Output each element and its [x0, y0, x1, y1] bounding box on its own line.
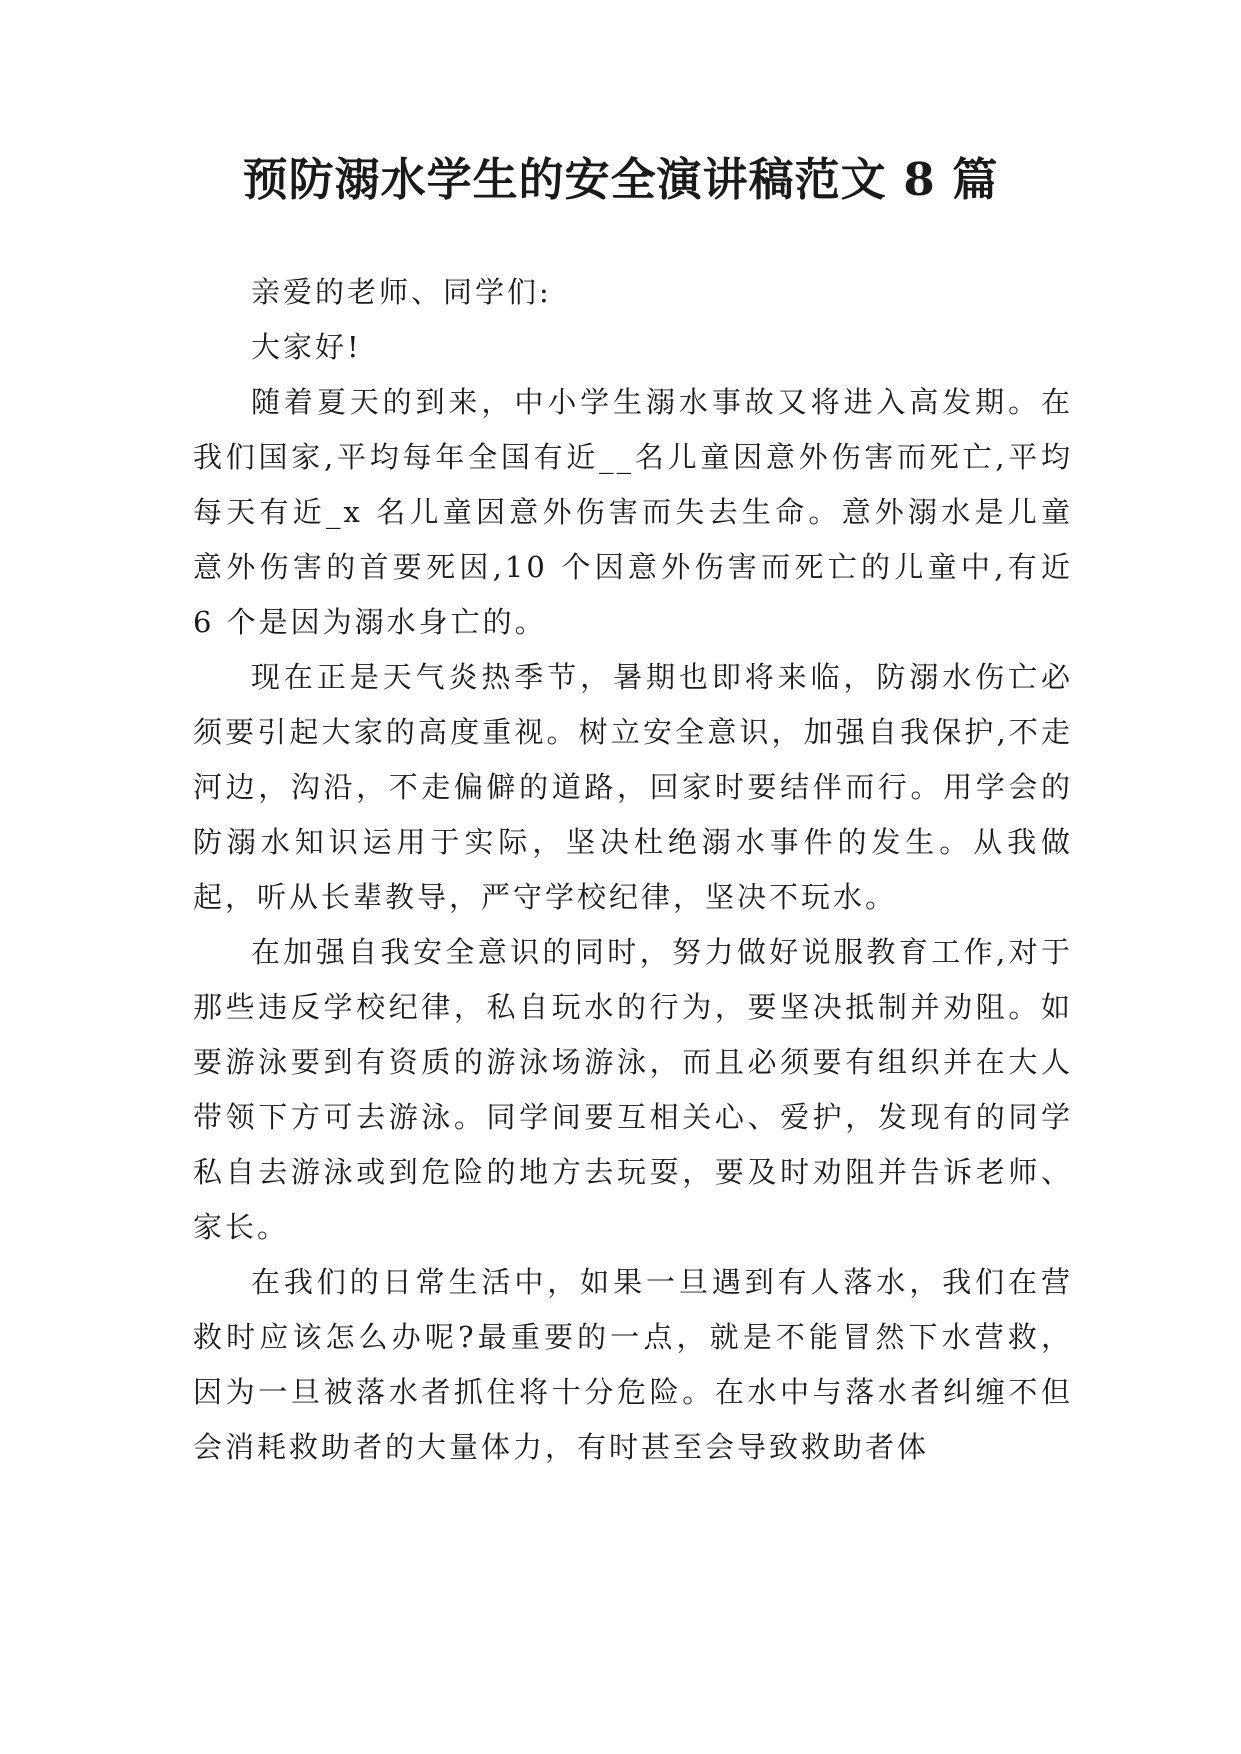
paragraph: 在加强自我安全意识的同时，努力做好说服教育工作,对于那些违反学校纪律，私自玩水的行为，要坚决抵制并劝阻。如要游泳要到有资质的游泳场游泳，而且必须要有组织并在大人带领下方可去游泳。同学间要互相关心、爱护，发现有的同学私自去游泳或到危险的地方去玩耍，要及时劝阻并告诉老师、家长。 [193, 935, 1073, 1244]
paragraph: 现在正是天气炎热季节，暑期也即将来临，防溺水伤亡必须要引起大家的高度重视。树立安全意识，加强自我保护,不走河边，沟沿，不走偏僻的道路，回家时要结伴而行。用学会的防溺水知识运用于实际，坚决杜绝溺水事件的发生。从我做起，听从长辈教导，严守学校纪律，坚决不玩水。 [193, 660, 1073, 914]
document-title: 预防溺水学生的安全演讲稿范文 8 篇 [242, 153, 999, 206]
greeting: 大家好! [251, 330, 362, 364]
paragraph: 随着夏天的到来，中小学生溺水事故又将进入高发期。在我们国家,平均每年全国有近__名儿童因意外伤害而死亡,平均每天有近_x 名儿童因意外伤害而失去生命。意外溺水是儿童意外伤害的首要死因,10 个因意外伤害而死亡的儿童中,有近 6 个是因为溺水身亡的。 [193, 385, 1073, 639]
document-body [193, 265, 1073, 1475]
paragraph: 在我们的日常生活中，如果一旦遇到有人落水，我们在营救时应该怎么办呢?最重要的一点，就是不能冒然下水营救，因为一旦被落水者抓住将十分危险。在水中与落水者纠缠不但会消耗救助者的大量体力，有时甚至会导致救助者体 [193, 1265, 1073, 1464]
salutation: 亲爱的老师、同学们: [251, 275, 552, 309]
